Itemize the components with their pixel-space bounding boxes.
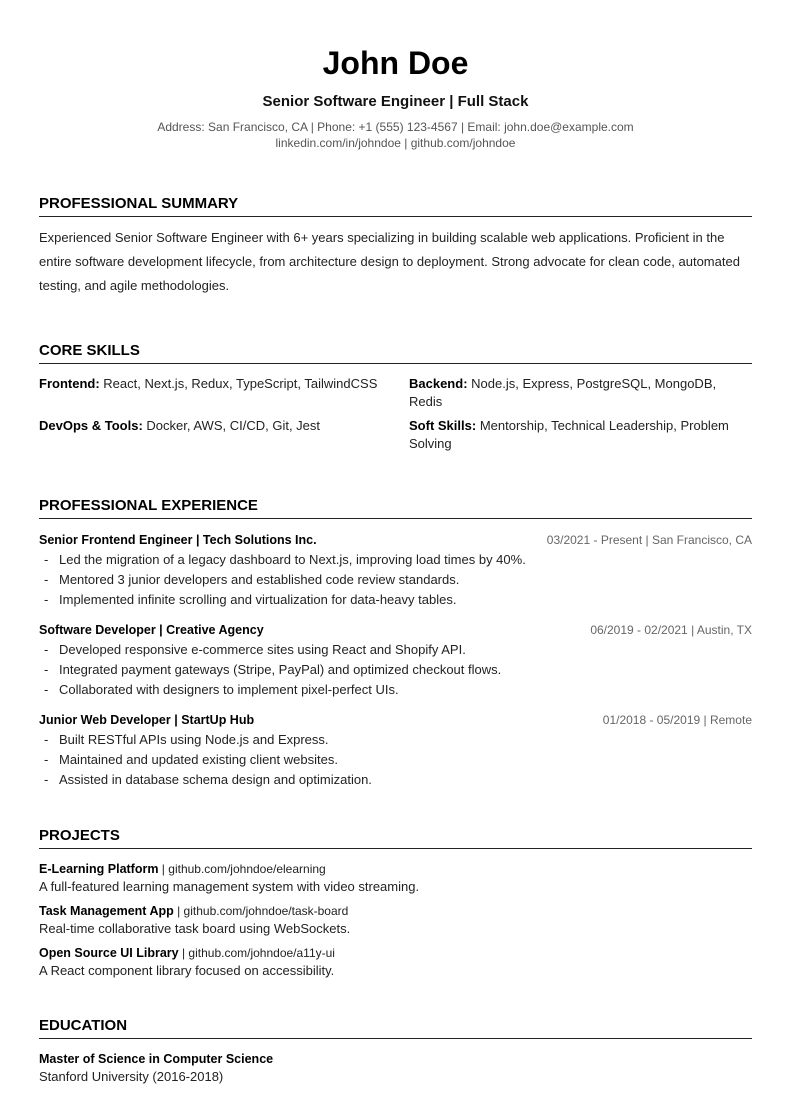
contact-info: Address: San Francisco, CA | Phone: +1 (555) 123-4567 | Email: john.doe@example.com [157,120,634,134]
project-name: Task Management App [39,904,174,918]
education-section [39,1017,752,1086]
skill-item-devops [39,417,409,453]
bullet-dash: - [44,732,49,747]
summary-text: Experienced Senior Software Engineer with 6+ years specializing in building scalable web applications. Proficient in the entire software development lifecycle, from architecture design to deployment. Strong advocate for clean code, automated testing, and agile methodologies. [39,230,740,293]
project-separator: | [158,862,169,876]
job-title: Senior Frontend Engineer | Tech Solutions Inc. [39,533,317,547]
bullet-text: Mentored 3 junior developers and established code review standards. [59,572,460,587]
job-entry [39,622,752,700]
list-item [39,570,752,590]
bullet-dash: - [44,662,49,677]
candidate-name: John Doe [322,45,469,81]
skill-value: Docker, AWS, CI/CD, Git, Jest [146,418,321,433]
list-item [39,590,752,610]
job-dates-location: 03/2021 - Present | San Francisco, CA [546,533,752,547]
bullet-text: Built RESTful APIs using Node.js and Express. [59,732,329,747]
job-bullets [39,640,752,700]
job-title: Junior Web Developer | StartUp Hub [39,713,255,727]
list-item [39,550,752,570]
bullet-dash: - [44,592,49,607]
project-entry [39,861,752,896]
list-item [39,640,752,660]
bullet-dash: - [44,752,49,767]
projects-section [39,827,752,980]
project-separator: | [178,946,189,960]
skill-item-frontend [39,375,409,411]
job-bullets [39,550,752,610]
bullet-dash: - [44,682,49,697]
skill-label: Frontend: [39,376,100,391]
project-header [39,945,752,962]
bullet-text: Assisted in database schema design and optimization. [59,772,372,787]
project-description: Real-time collaborative task board using WebSockets. [39,921,351,936]
bullet-dash: - [44,552,49,567]
project-link: github.com/johndoe/a11y-ui [188,946,335,960]
section-title: PROFESSIONAL SUMMARY [39,195,752,217]
project-link: github.com/johndoe/elearning [168,862,326,876]
degree-title: Master of Science in Computer Science [39,1052,274,1066]
list-item [39,770,752,790]
project-header [39,861,752,878]
job-dates-location: 06/2019 - 02/2021 | Austin, TX [590,623,752,637]
candidate-headline: Senior Software Engineer | Full Stack [262,93,529,110]
skill-item-soft-skills [409,417,752,453]
job-entry [39,532,752,610]
job-header [39,622,752,638]
bullet-text: Developed responsive e-commerce sites using React and Shopify API. [59,642,466,657]
skill-label: Backend: [409,376,468,391]
list-item [39,660,752,680]
skills-section [39,342,752,453]
project-description: A full-featured learning management system with video streaming. [39,879,420,894]
list-item [39,680,752,700]
job-dates-location: 01/2018 - 05/2019 | Remote [602,713,752,727]
skills-grid [39,375,752,453]
list-item [39,750,752,770]
bullet-text: Integrated payment gateways (Stripe, PayPal) and optimized checkout flows. [59,662,502,677]
project-header [39,903,752,920]
project-name: Open Source UI Library [39,946,179,960]
project-name: E-Learning Platform [39,862,159,876]
section-title: EDUCATION [39,1017,752,1039]
school-name: Stanford University (2016-2018) [39,1069,224,1084]
experience-section [39,497,752,790]
skill-label: Soft Skills: [409,418,477,433]
project-entry [39,903,752,938]
section-title: PROFESSIONAL EXPERIENCE [39,497,752,519]
profile-links: linkedin.com/in/johndoe | github.com/johndoe [275,136,516,150]
project-description: A React component library focused on accessibility. [39,963,335,978]
list-item [39,730,752,750]
bullet-text: Maintained and updated existing client websites. [59,752,338,767]
job-header [39,712,752,728]
resume-header [39,0,752,151]
project-separator: | [173,904,184,918]
job-header [39,532,752,548]
skill-value: Node.js, Express, PostgreSQL, MongoDB, Redis [409,376,717,409]
bullet-text: Implemented infinite scrolling and virtualization for data-heavy tables. [59,592,457,607]
section-title: PROJECTS [39,827,752,849]
section-title: CORE SKILLS [39,342,752,364]
project-entry [39,945,752,980]
bullet-dash: - [44,572,49,587]
bullet-dash: - [44,772,49,787]
skill-label: DevOps & Tools: [39,418,143,433]
education-entry [39,1051,752,1086]
skill-value: Mentorship, Technical Leadership, Problem Solving [409,418,729,451]
bullet-text: Collaborated with designers to implement pixel-perfect UIs. [59,682,399,697]
skill-item-backend [409,375,752,411]
summary-section [39,195,752,298]
job-bullets [39,730,752,790]
bullet-dash: - [44,642,49,657]
project-link: github.com/johndoe/task-board [183,904,349,918]
job-entry [39,712,752,790]
job-title: Software Developer | Creative Agency [39,623,264,637]
bullet-text: Led the migration of a legacy dashboard to Next.js, improving load times by 40%. [59,552,526,567]
skill-value: React, Next.js, Redux, TypeScript, TailwindCSS [103,376,378,391]
